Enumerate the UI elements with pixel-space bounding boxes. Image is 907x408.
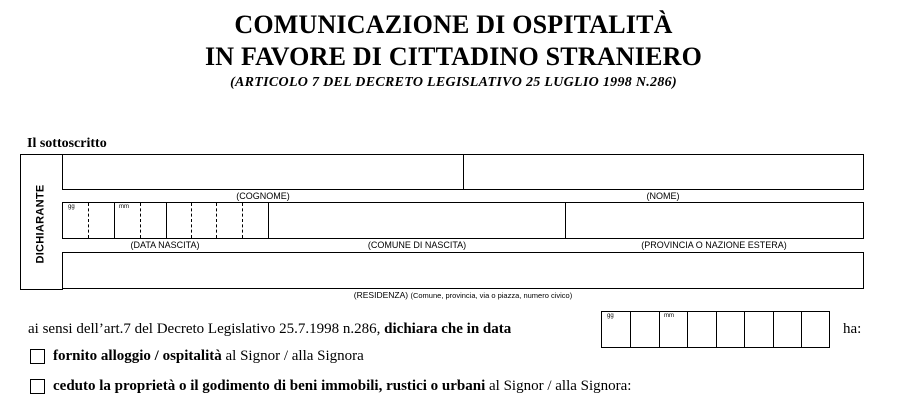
- option-alloggio-rest: al Signor / alla Signora: [225, 348, 364, 364]
- option-alloggio-text: [53, 348, 364, 365]
- option-alloggio-checkbox[interactable]: [30, 349, 45, 364]
- date-divider: [216, 203, 217, 238]
- date-divider: [114, 203, 115, 238]
- comune-nascita-field[interactable]: [268, 202, 566, 239]
- comune-nascita-label: (COMUNE DI NASCITA): [367, 240, 467, 250]
- mm-hint: mm: [119, 204, 129, 210]
- date-divider: [140, 203, 141, 238]
- nome-label: (NOME): [646, 191, 680, 201]
- cognome-field[interactable]: [62, 154, 464, 190]
- decl-date-divider: [716, 312, 717, 347]
- date-divider: [242, 203, 243, 238]
- option-alloggio-bold: fornito alloggio / ospitalità: [53, 348, 222, 364]
- decl-gg-hint: gg: [607, 313, 614, 319]
- section-label: Il sottoscritto: [27, 136, 107, 151]
- residenza-field[interactable]: [62, 252, 864, 289]
- decl-date-divider: [773, 312, 774, 347]
- option-ceduto-checkbox[interactable]: [30, 379, 45, 394]
- declaration-prefix: ai sensi dell’art.7 del Decreto Legislativo 25.7.1998 n.286,: [28, 321, 381, 337]
- provincia-label: (PROVINCIA O NAZIONE ESTERA): [641, 240, 787, 250]
- declaration-line: [28, 321, 511, 338]
- form-title-line1: COMUNICAZIONE DI OSPITALITÀ: [234, 10, 673, 39]
- decl-date-divider: [801, 312, 802, 347]
- form-title-line2: IN FAVORE DI CITTADINO STRANIERO: [204, 42, 703, 71]
- declaration-suffix: ha:: [843, 321, 862, 337]
- dichiarante-label-wrap: [20, 158, 62, 290]
- option-ceduto-bold: ceduto la proprietà o il godimento di beni immobili, rustici o urbani: [53, 378, 486, 394]
- decl-date-divider: [687, 312, 688, 347]
- data-nascita-label: (DATA NASCITA): [130, 240, 200, 250]
- nome-field[interactable]: [463, 154, 864, 190]
- option-ceduto-rest: al Signor / alla Signora:: [489, 378, 632, 394]
- residenza-label-row: [213, 290, 713, 300]
- residenza-hint: (Comune, provincia, via o piazza, numero civico): [410, 291, 573, 300]
- date-divider: [191, 203, 192, 238]
- residenza-label: (RESIDENZA): [353, 290, 409, 300]
- dichiarante-label: DICHIARANTE: [35, 184, 48, 264]
- option-ceduto-text: [53, 378, 631, 395]
- decl-date-divider: [630, 312, 631, 347]
- decl-mm-hint: mm: [664, 313, 674, 319]
- decl-date-divider: [659, 312, 660, 347]
- provincia-field[interactable]: [565, 202, 864, 239]
- date-divider: [166, 203, 167, 238]
- gg-hint: gg: [68, 204, 75, 210]
- cognome-label: (COGNOME): [236, 191, 290, 201]
- date-divider: [88, 203, 89, 238]
- declaration-bold: dichiara che in data: [384, 321, 512, 337]
- form-subtitle: (ARTICOLO 7 DEL DECRETO LEGISLATIVO 25 LUGLIO 1998 N.286): [230, 75, 677, 90]
- decl-date-divider: [744, 312, 745, 347]
